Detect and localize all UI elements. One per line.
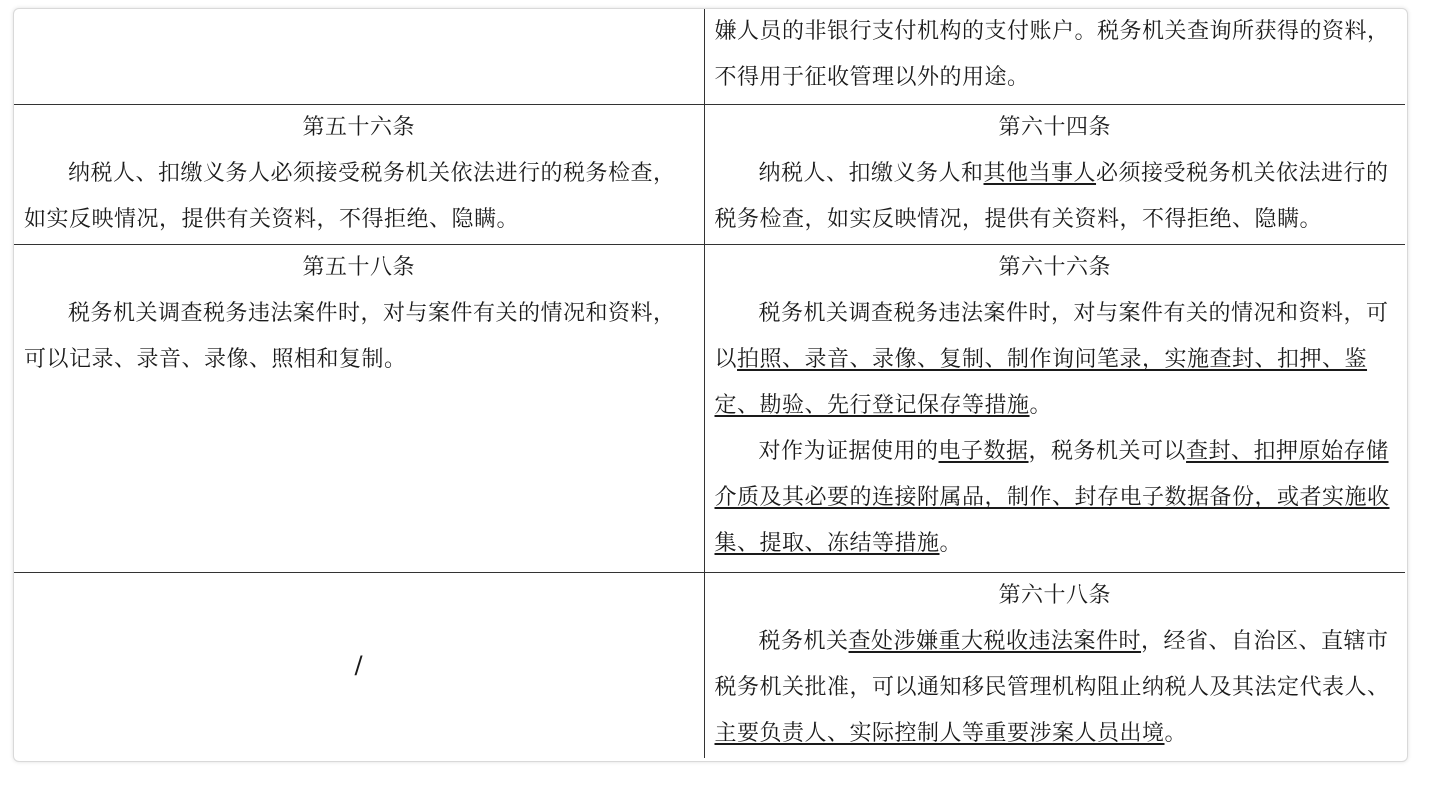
article-text xyxy=(715,291,1396,429)
law-comparison-table xyxy=(14,9,1405,758)
amended-text: 查处涉嫌重大税收违法案件时 xyxy=(848,628,1142,654)
table-row xyxy=(14,9,1405,104)
article-text xyxy=(715,429,1396,567)
text-span: ，税务机关可以 xyxy=(1028,438,1187,464)
amended-text: 其他当事人 xyxy=(983,160,1097,186)
table-row xyxy=(14,104,1405,244)
text-span: 。 xyxy=(1164,720,1188,746)
document-frame xyxy=(13,8,1408,762)
text-span: 。 xyxy=(939,530,963,556)
article-text: 纳税人、扣缴义务人必须接受税务机关依法进行的税务检查，如实反映情况，提供有关资料，不得拒绝、隐瞒。 xyxy=(24,160,676,232)
article-text xyxy=(715,151,1396,243)
amended-text: 主要负责人、实际控制人等重要涉案人员出境 xyxy=(714,720,1165,746)
old-law-cell xyxy=(14,104,704,244)
text-span: 税务机关调查税务违法案件时，对与案件有关的情况和资料，可以 xyxy=(714,300,1389,372)
amended-text: 拍照、录音、录像、复制、制作询问笔录，实施查封、扣押、鉴定、勘验、先行登记保存等措施 xyxy=(714,346,1368,418)
new-law-cell xyxy=(704,244,1405,572)
old-law-cell xyxy=(14,9,704,104)
text-span: 必须接受税务机关依法进行的税务检查，如实反映情况，提供有关资料，不得拒绝、隐瞒。 xyxy=(714,160,1389,232)
new-law-cell xyxy=(704,572,1405,758)
article-title: 第五十八条 xyxy=(302,254,415,280)
new-law-cell xyxy=(704,104,1405,244)
article-title: 第六十四条 xyxy=(998,114,1111,140)
text-span: ，经省、自治区、直辖市税务机关批准，可以通知移民管理机构阻止纳税人及其法定代表人、 xyxy=(714,628,1390,700)
article-text: 税务机关调查税务违法案件时，对与案件有关的情况和资料，可以记录、录音、录像、照相和复制。 xyxy=(24,300,676,372)
text-span: 对作为证据使用的 xyxy=(758,438,939,464)
amended-text: 查封、扣押原始存储介质及其必要的连接附属品，制作、封存电子数据备份，或者实施收集、提取、冻结等措施 xyxy=(714,438,1390,556)
article-text: 嫌人员的非银行支付机构的支付账户。税务机关查询所获得的资料，不得用于征收管理以外的用途。 xyxy=(714,19,1390,90)
old-law-cell xyxy=(14,244,704,572)
old-law-cell-empty: / xyxy=(14,572,704,758)
new-law-cell xyxy=(704,9,1405,104)
text-span: 纳税人、扣缴义务人和 xyxy=(758,160,984,186)
amended-text: 电子数据 xyxy=(938,438,1029,464)
table-row xyxy=(14,572,1405,758)
article-title: 第六十六条 xyxy=(998,254,1111,280)
text-span: 税务机关 xyxy=(758,628,849,654)
text-span: 。 xyxy=(1029,392,1053,418)
article-title: 第五十六条 xyxy=(302,114,415,140)
article-text xyxy=(715,619,1396,757)
table-row xyxy=(14,244,1405,572)
article-title: 第六十八条 xyxy=(998,582,1111,608)
